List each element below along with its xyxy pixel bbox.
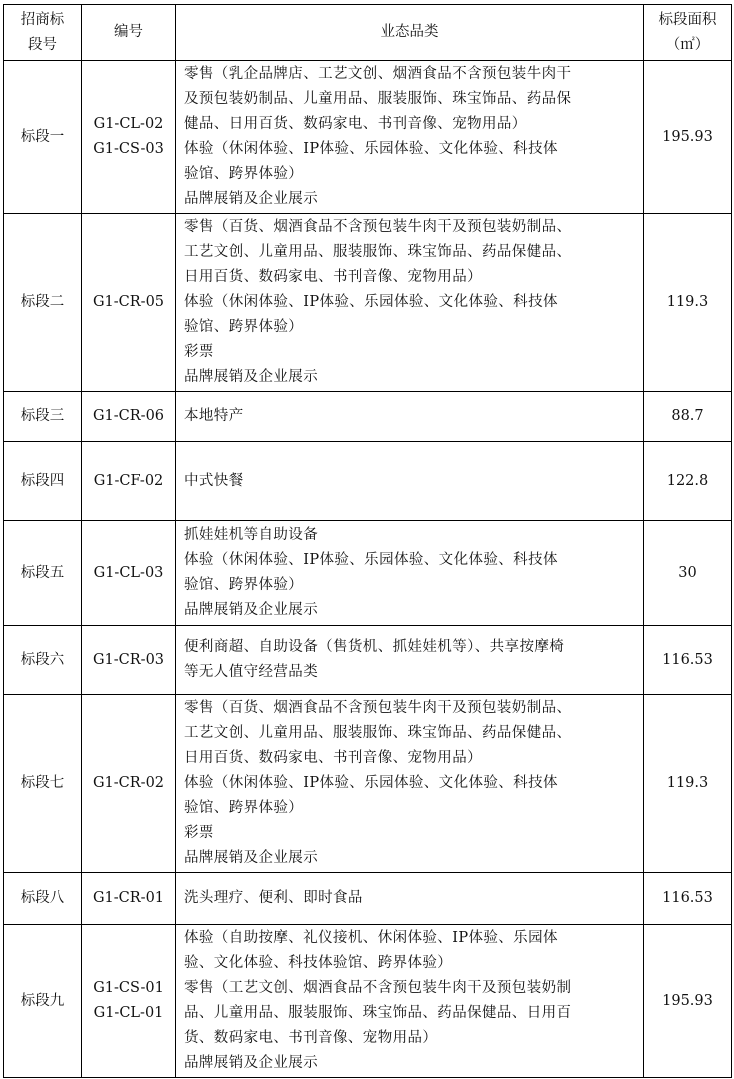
segment-cell: 标段八 — [4, 873, 82, 925]
area-cell: 119.3 — [644, 214, 732, 392]
code-value: G1-CL-03 — [93, 564, 164, 581]
category-line: 品牌展销及企业展示 — [184, 1055, 319, 1071]
header-area-line1: 标段面积 — [658, 11, 717, 28]
tender-segments-table — [3, 4, 732, 1078]
area-cell: 116.53 — [644, 626, 732, 695]
table-row — [4, 214, 732, 392]
code-cell — [82, 61, 176, 214]
category-line: 等无人值守经营品类 — [184, 664, 319, 680]
category-line: 验馆、跨界体验） — [184, 166, 304, 182]
segment-cell: 标段九 — [4, 925, 82, 1078]
segment-cell: 标段一 — [4, 61, 82, 214]
category-line: 工艺文创、儿童用品、服装服饰、珠宝饰品、药品保健品、 — [184, 725, 572, 741]
header-category: 业态品类 — [176, 5, 644, 61]
area-cell: 195.93 — [644, 925, 732, 1078]
category-line: 体验（休闲体验、IP体验、乐园体验、文化体验、科技体 — [184, 775, 558, 791]
category-line: 工艺文创、儿童用品、服装服饰、珠宝饰品、药品保健品、 — [184, 244, 572, 260]
code-value: G1-CR-03 — [92, 651, 165, 668]
code-value: G1-CS-03 — [93, 141, 164, 157]
category-line: 零售（乳企品牌店、工艺文创、烟酒食品不含预包装牛肉干 — [184, 66, 572, 82]
segment-cell: 标段二 — [4, 214, 82, 392]
category-cell — [176, 442, 644, 521]
category-line: 日用百货、数码家电、书刊音像、宠物用品） — [184, 750, 482, 766]
code-cell — [82, 442, 176, 521]
category-cell — [176, 61, 644, 214]
segment-cell: 标段四 — [4, 442, 82, 521]
area-cell: 30 — [644, 521, 732, 626]
area-cell: 195.93 — [644, 61, 732, 214]
code-cell — [82, 392, 176, 442]
category-line: 体验（休闲体验、IP体验、乐园体验、文化体验、科技体 — [184, 294, 558, 310]
header-segment-number-line1: 招商标 — [20, 11, 65, 28]
category-cell — [176, 925, 644, 1078]
code-value: G1-CL-01 — [93, 1005, 164, 1021]
category-line: 零售（百货、烟酒食品不含预包装牛肉干及预包装奶制品、 — [184, 700, 572, 716]
segment-cell: 标段三 — [4, 392, 82, 442]
category-line: 验馆、跨界体验） — [184, 577, 304, 593]
table-row — [4, 61, 732, 214]
code-cell — [82, 925, 176, 1078]
header-code: 编号 — [82, 5, 176, 61]
area-cell: 122.8 — [644, 442, 732, 521]
segment-cell: 标段六 — [4, 626, 82, 695]
category-line: 中式快餐 — [184, 472, 244, 489]
table-row — [4, 925, 732, 1078]
category-line: 体验（休闲体验、IP体验、乐园体验、文化体验、科技体 — [184, 552, 558, 568]
area-cell: 88.7 — [644, 392, 732, 442]
code-value: G1-CR-01 — [92, 890, 165, 906]
code-cell — [82, 873, 176, 925]
category-line: 货、数码家电、书刊音像、宠物用品） — [184, 1030, 438, 1046]
table-row — [4, 695, 732, 873]
header-segment-number-line2: 段号 — [28, 36, 57, 53]
header-area-line2: （㎡） — [665, 36, 710, 53]
category-cell — [176, 521, 644, 626]
table-row — [4, 442, 732, 521]
table-header-row — [4, 5, 732, 61]
category-line: 及预包装奶制品、儿童用品、服装服饰、珠宝饰品、药品保 — [184, 91, 572, 107]
category-line: 便利商超、自助设备（售货机、抓娃娃机等）、共享按摩椅 — [184, 639, 565, 655]
segment-cell: 标段七 — [4, 695, 82, 873]
code-value: G1-CR-06 — [92, 408, 165, 424]
code-value: G1-CS-01 — [93, 980, 164, 996]
area-cell: 116.53 — [644, 873, 732, 925]
category-line: 验馆、跨界体验） — [184, 800, 304, 816]
category-line: 品牌展销及企业展示 — [184, 850, 319, 866]
category-line: 体验（自助按摩、礼仪接机、休闲体验、IP体验、乐园体 — [184, 930, 558, 946]
code-value: G1-CF-02 — [93, 472, 164, 489]
category-line: 彩票 — [184, 344, 214, 360]
code-cell — [82, 214, 176, 392]
code-value: G1-CL-02 — [93, 116, 164, 132]
category-line: 零售（工艺文创、烟酒食品不含预包装牛肉干及预包装奶制 — [184, 980, 572, 996]
category-cell — [176, 214, 644, 392]
category-cell — [176, 873, 644, 925]
header-area — [644, 5, 732, 61]
category-line: 本地特产 — [184, 408, 244, 424]
category-line: 抓娃娃机等自助设备 — [184, 527, 319, 543]
table-row — [4, 873, 732, 925]
header-segment-number — [4, 5, 82, 61]
category-cell — [176, 695, 644, 873]
area-cell: 119.3 — [644, 695, 732, 873]
code-value: G1-CR-05 — [92, 294, 165, 310]
category-line: 品牌展销及企业展示 — [184, 369, 319, 385]
category-line: 验、文化体验、科技体验馆、跨界体验） — [184, 955, 453, 971]
segment-cell: 标段五 — [4, 521, 82, 626]
category-line: 验馆、跨界体验） — [184, 319, 304, 335]
code-cell — [82, 695, 176, 873]
category-cell — [176, 626, 644, 695]
category-line: 日用百货、数码家电、书刊音像、宠物用品） — [184, 269, 482, 285]
category-cell — [176, 392, 644, 442]
category-line: 洗头理疗、便利、即时食品 — [184, 890, 363, 906]
category-line: 零售（百货、烟酒食品不含预包装牛肉干及预包装奶制品、 — [184, 219, 572, 235]
category-line: 彩票 — [184, 825, 214, 841]
category-line: 体验（休闲体验、IP体验、乐园体验、文化体验、科技体 — [184, 141, 558, 157]
category-line: 品、儿童用品、服装服饰、珠宝饰品、药品保健品、日用百 — [184, 1005, 572, 1021]
table-row — [4, 626, 732, 695]
code-cell — [82, 521, 176, 626]
table-row — [4, 392, 732, 442]
table-row — [4, 521, 732, 626]
code-value: G1-CR-02 — [92, 775, 165, 791]
category-line: 品牌展销及企业展示 — [184, 602, 319, 618]
code-cell — [82, 626, 176, 695]
category-line: 品牌展销及企业展示 — [184, 191, 319, 207]
category-line: 健品、日用百货、数码家电、书刊音像、宠物用品） — [184, 116, 527, 132]
